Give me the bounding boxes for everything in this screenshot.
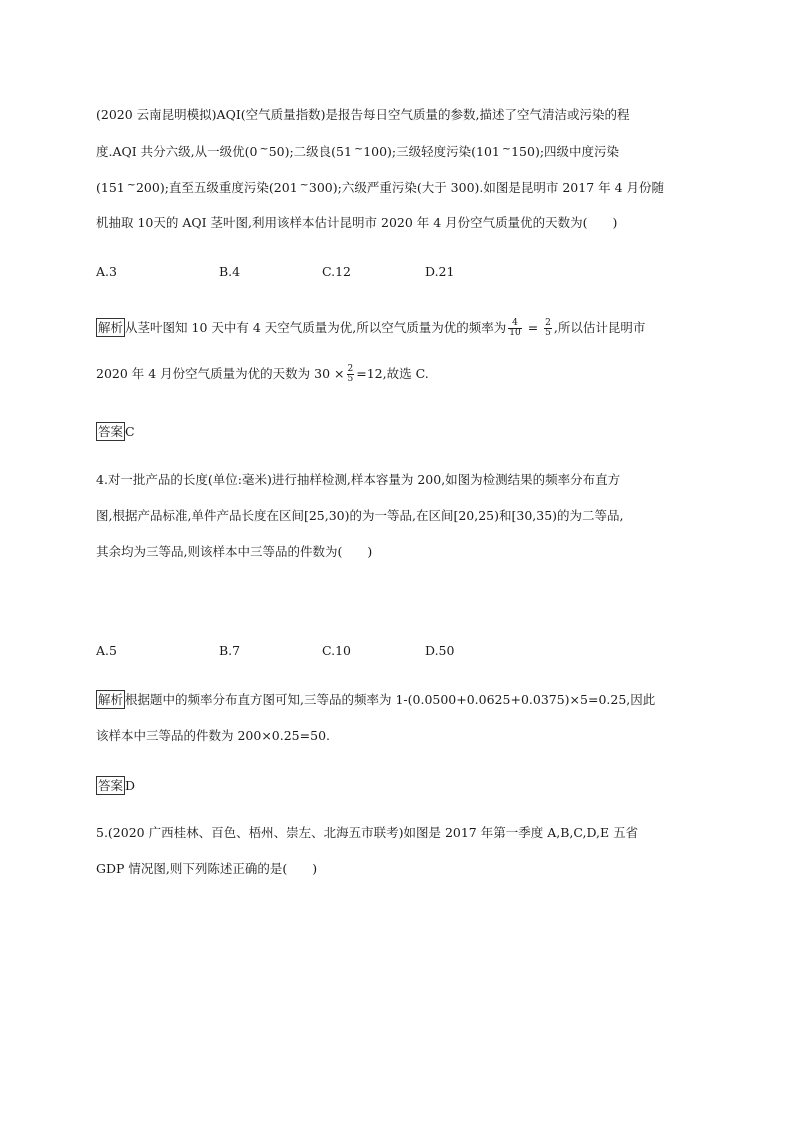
q4-stem-line-2: 图,根据产品标准,单件产品长度在区间[25,30)的为一等品,在区间[20,25)和[30,35)的为二等品, xyxy=(96,508,624,523)
q4-analysis-text: 根据题中的频率分布直方图可知,三等品的频率为 1-(0.0500+0.0625+0.0375)×5=0.25,因此 xyxy=(125,692,656,707)
q4-analysis-line-2: 该样本中三等品的件数为 200×0.25=50. xyxy=(96,728,330,743)
fraction-denominator: 5 xyxy=(545,328,551,338)
q5-stem-line-2: GDP 情况图,则下列陈述正确的是( ) xyxy=(96,861,318,876)
q3-answer-line xyxy=(96,422,135,441)
equals-sign: = xyxy=(527,320,539,335)
fraction-numerator: 2 xyxy=(347,364,354,374)
q3-stem-line-1: (2020 云南昆明模拟)AQI(空气质量指数)是报告每日空气质量的参数,描述了空气清洁或污染的程 xyxy=(96,107,630,122)
fraction-2-over-5 xyxy=(544,319,552,338)
tilde-mark: ~ xyxy=(126,178,136,191)
q4-option-a: A.5 xyxy=(96,643,117,658)
q3-analysis2-text-a: 2020 年 4 月份空气质量为优的天数为 30 × xyxy=(96,366,345,381)
q3-line2-part-c: 100);三级轻度污染(101 xyxy=(363,144,500,159)
q3-option-d: D.21 xyxy=(425,264,455,279)
q3-line2-part-b: 50);二级良(51 xyxy=(268,144,352,159)
q4-answer-value: D xyxy=(125,778,136,793)
q4-option-c: C.10 xyxy=(322,643,351,658)
q3-analysis-text-a: 从茎叶图知 10 天中有 4 天空气质量为优,所以空气质量为优的频率为 xyxy=(125,320,507,335)
q3-stem-line-3 xyxy=(96,179,664,198)
q3-line2-part-d: 150);四级中度污染 xyxy=(511,144,620,159)
tilde-mark: ~ xyxy=(299,178,309,191)
q3-analysis2-text-b: =12,故选 C. xyxy=(356,366,429,381)
fraction-2-over-5 xyxy=(347,365,355,384)
q4-analysis-line-1 xyxy=(96,690,655,709)
q4-answer-line xyxy=(96,776,135,795)
analysis-tag: 解析 xyxy=(98,320,124,335)
q3-line3-part-b: 200);直至五级重度污染(201 xyxy=(135,180,298,195)
q3-line3-part-a: (151 xyxy=(96,180,125,195)
q3-answer-value: C xyxy=(125,424,135,439)
q3-analysis-line-1 xyxy=(96,318,645,338)
q4-stem-line-1: 4.对一批产品的长度(单位:毫米)进行抽样检测,样本容量为 200,如图为检测结果的频率分布直方 xyxy=(96,472,621,487)
q3-analysis-text-b: ,所以估计昆明市 xyxy=(553,320,646,335)
q3-option-b: B.4 xyxy=(219,264,241,279)
q4-option-b: B.7 xyxy=(219,643,241,658)
tilde-mark: ~ xyxy=(259,142,269,155)
q3-stem-line-4: 机抽取 10天的 AQI 茎叶图,利用该样本估计昆明市 2020 年 4 月份空气质量优的天数为( ) xyxy=(96,215,618,230)
fraction-numerator: 2 xyxy=(545,318,551,328)
q3-line3-part-c: 300);六级严重污染(大于 300).如图是昆明市 2017 年 4 月份随 xyxy=(308,180,665,195)
tilde-mark: ~ xyxy=(353,142,364,155)
q3-option-a: A.3 xyxy=(96,264,117,279)
answer-tag: 答案 xyxy=(98,424,124,439)
q3-analysis-line-2 xyxy=(96,365,429,384)
q4-option-d: D.50 xyxy=(425,643,455,658)
q3-option-c: C.12 xyxy=(322,264,351,279)
q3-stem-line-2 xyxy=(96,143,619,162)
q5-stem-line-1: 5.(2020 广西桂林、百色、梧州、崇左、北海五市联考)如图是 2017 年第一季度 A,B,C,D,E 五省 xyxy=(96,825,639,840)
fraction-4-over-10 xyxy=(508,319,521,338)
fraction-denominator: 5 xyxy=(347,374,354,384)
fraction-denominator: 10 xyxy=(509,328,521,338)
analysis-tag: 解析 xyxy=(98,692,124,707)
tilde-mark: ~ xyxy=(501,142,512,155)
q3-line2-part-a: 度.AQI 共分六级,从一级优(0 xyxy=(96,144,258,159)
answer-tag: 答案 xyxy=(98,778,124,793)
fraction-numerator: 4 xyxy=(508,319,521,329)
q4-stem-line-3: 其余均为三等品,则该样本中三等品的件数为( ) xyxy=(96,544,373,559)
